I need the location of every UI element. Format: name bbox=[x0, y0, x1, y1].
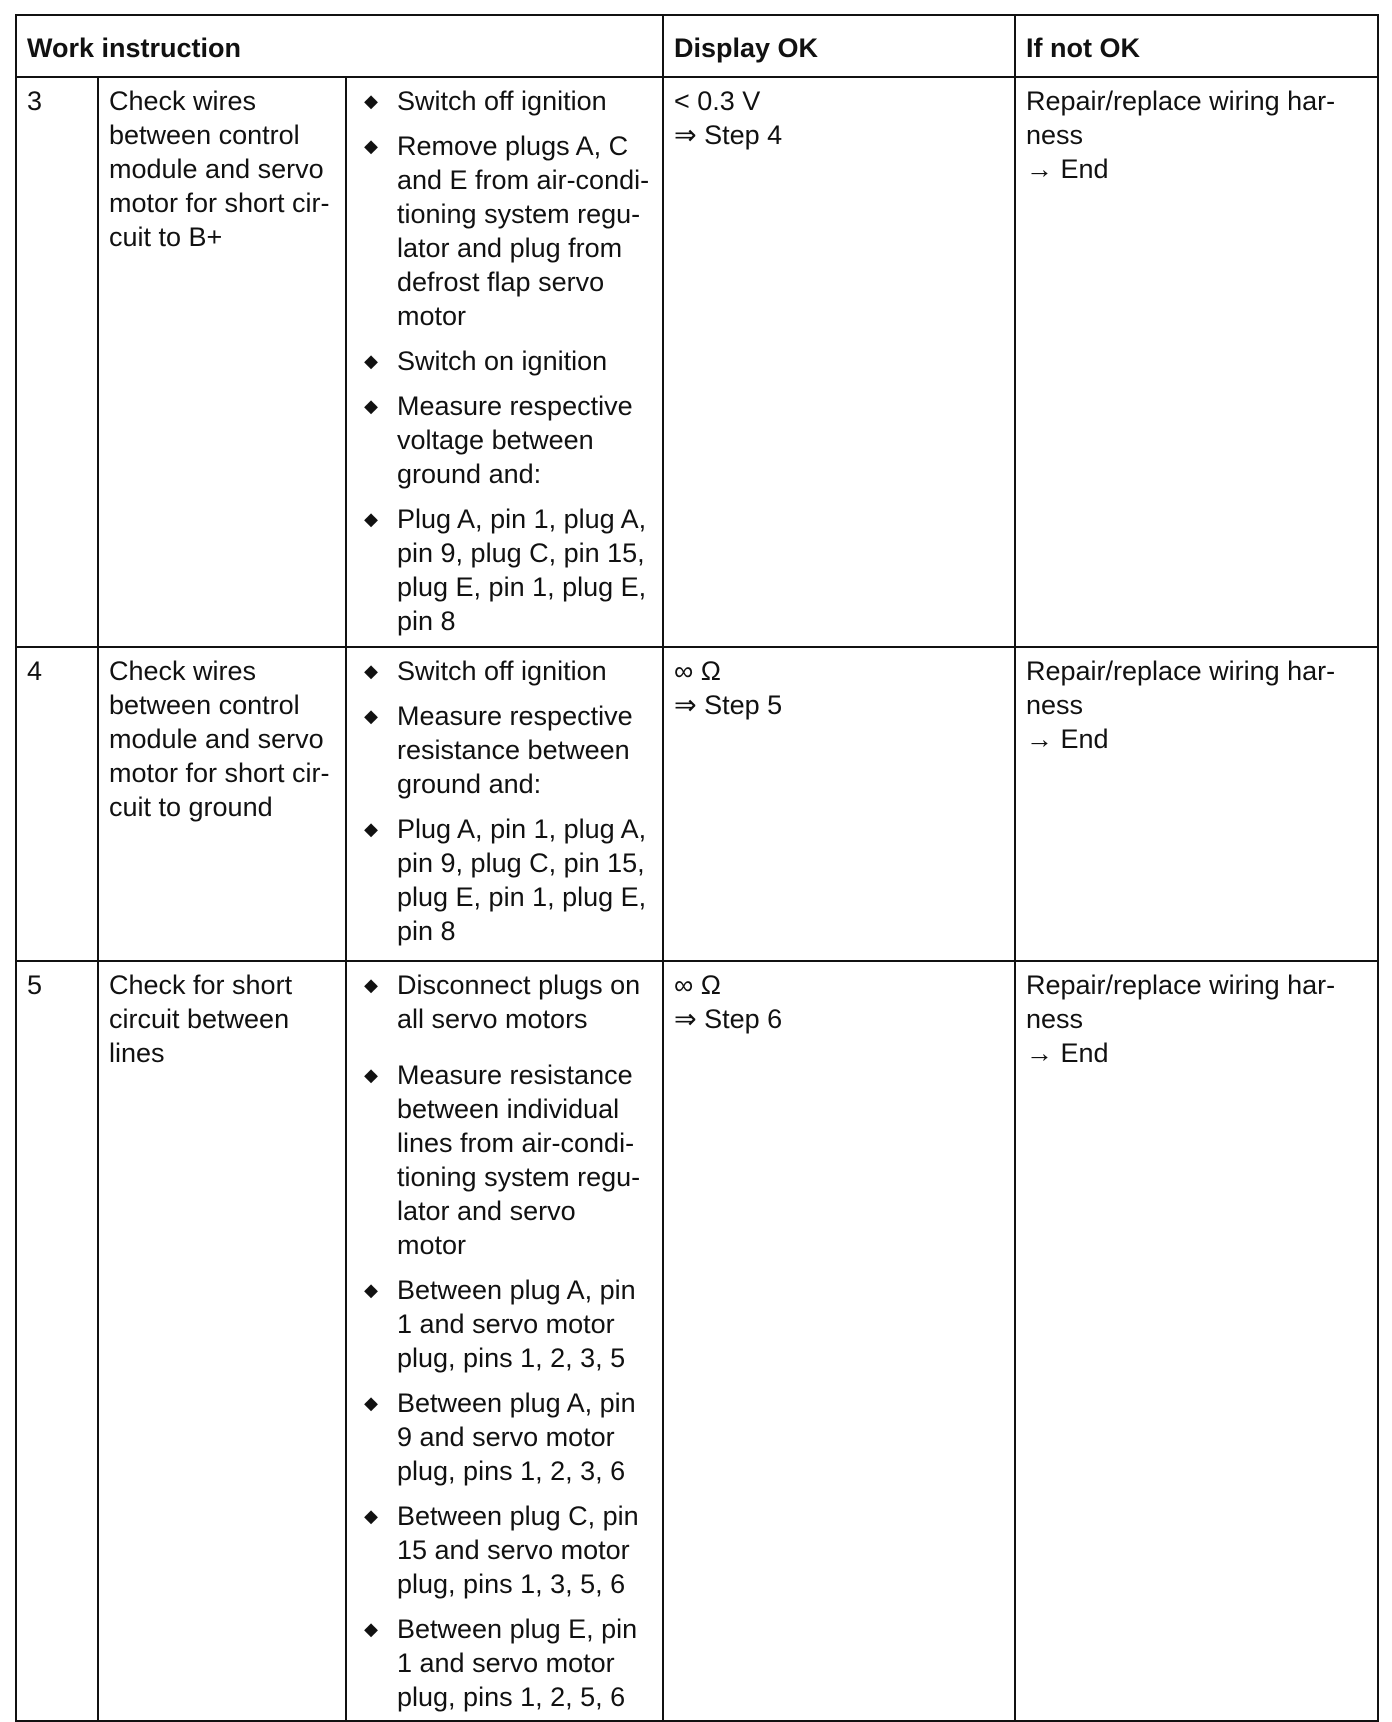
action-item bbox=[355, 699, 654, 801]
action-item bbox=[355, 129, 654, 333]
display-ok-value: ∞ Ω bbox=[674, 970, 721, 1000]
diamond-bullet-icon: ◆ bbox=[364, 1065, 378, 1085]
action-line: all servo motors bbox=[397, 1004, 588, 1034]
action-line: Between plug C, pin bbox=[397, 1501, 639, 1531]
action-item bbox=[355, 1058, 654, 1262]
action-line: and E from air-condi- bbox=[397, 165, 650, 195]
diamond-bullet-icon: ◆ bbox=[364, 509, 378, 529]
display-ok-cell bbox=[663, 961, 1015, 1721]
action-steps bbox=[346, 77, 663, 647]
next-step-ref: ⇒ Step 4 bbox=[674, 120, 783, 150]
display-ok-value: < 0.3 V bbox=[674, 86, 761, 116]
action-item bbox=[355, 1386, 654, 1488]
action-line: lator and plug from bbox=[397, 233, 623, 263]
diamond-bullet-icon: ◆ bbox=[364, 975, 378, 995]
action-line: Between plug A, pin bbox=[397, 1388, 636, 1418]
diamond-bullet-icon: ◆ bbox=[364, 706, 378, 726]
check-line: Check for short bbox=[109, 970, 293, 1000]
action-line: plug, pins 1, 3, 5, 6 bbox=[397, 1569, 626, 1599]
step-number: 5 bbox=[16, 961, 98, 1721]
check-line: between control bbox=[109, 690, 300, 720]
diamond-bullet-icon: ◆ bbox=[364, 661, 378, 681]
action-line: Measure respective bbox=[397, 391, 633, 421]
action-line: Between plug E, pin bbox=[397, 1614, 638, 1644]
action-line: 1 and servo motor bbox=[397, 1648, 615, 1678]
table-row bbox=[16, 647, 1378, 961]
display-ok-value: ∞ Ω bbox=[674, 656, 721, 686]
check-line: cuit to ground bbox=[109, 792, 273, 822]
action-list bbox=[355, 654, 654, 948]
action-line: 15 and servo motor bbox=[397, 1535, 630, 1565]
table-row bbox=[16, 77, 1378, 647]
remedy-line: ness bbox=[1026, 120, 1084, 150]
check-line: Check wires bbox=[109, 656, 257, 686]
work-instruction-table bbox=[15, 14, 1379, 1722]
next-step-ref: ⇒ Step 6 bbox=[674, 1004, 783, 1034]
action-steps bbox=[346, 647, 663, 961]
action-line: 1 and servo motor bbox=[397, 1309, 615, 1339]
action-line: motor bbox=[397, 301, 467, 331]
diamond-bullet-icon: ◆ bbox=[364, 351, 378, 371]
action-line: Measure respective bbox=[397, 701, 633, 731]
header-work-instruction: Work instruction bbox=[16, 15, 663, 77]
diamond-bullet-icon: ◆ bbox=[364, 1280, 378, 1300]
remedy-end: → End bbox=[1026, 154, 1109, 184]
action-line: resistance between bbox=[397, 735, 630, 765]
action-line: between individual bbox=[397, 1094, 620, 1124]
action-line: plug, pins 1, 2, 3, 6 bbox=[397, 1456, 626, 1486]
action-line: motor bbox=[397, 1230, 467, 1260]
action-line: Switch off ignition bbox=[397, 656, 607, 686]
action-line: plug E, pin 1, plug E, bbox=[397, 882, 647, 912]
step-number: 4 bbox=[16, 647, 98, 961]
check-description bbox=[98, 961, 346, 1721]
action-item bbox=[355, 968, 654, 1036]
action-line: plug E, pin 1, plug E, bbox=[397, 572, 647, 602]
action-item bbox=[355, 389, 654, 491]
action-item bbox=[355, 654, 654, 688]
action-item bbox=[355, 344, 654, 378]
check-line: motor for short cir- bbox=[109, 188, 330, 218]
action-item bbox=[355, 84, 654, 118]
action-item bbox=[355, 1273, 654, 1375]
diamond-bullet-icon: ◆ bbox=[364, 1506, 378, 1526]
step-number: 3 bbox=[16, 77, 98, 647]
action-item bbox=[355, 1612, 654, 1714]
check-line: cuit to B+ bbox=[109, 222, 223, 252]
diamond-bullet-icon: ◆ bbox=[364, 1393, 378, 1413]
check-line: between control bbox=[109, 120, 300, 150]
action-line: Switch off ignition bbox=[397, 86, 607, 116]
action-steps bbox=[346, 961, 663, 1721]
action-line: tioning system regu- bbox=[397, 1162, 641, 1192]
diamond-bullet-icon: ◆ bbox=[364, 91, 378, 111]
action-item bbox=[355, 812, 654, 948]
action-line: voltage between bbox=[397, 425, 594, 455]
remedy-line: ness bbox=[1026, 1004, 1084, 1034]
if-not-ok-cell bbox=[1015, 647, 1378, 961]
action-line: lator and servo bbox=[397, 1196, 576, 1226]
remedy-line: Repair/replace wiring har- bbox=[1026, 656, 1336, 686]
action-line: Between plug A, pin bbox=[397, 1275, 636, 1305]
action-line: plug, pins 1, 2, 5, 6 bbox=[397, 1682, 626, 1712]
header-if-not-ok: If not OK bbox=[1015, 15, 1378, 77]
action-line: Plug A, pin 1, plug A, bbox=[397, 814, 647, 844]
action-line: pin 8 bbox=[397, 916, 456, 946]
header-row bbox=[16, 15, 1378, 77]
remedy-line: Repair/replace wiring har- bbox=[1026, 970, 1336, 1000]
action-line: Measure resistance bbox=[397, 1060, 633, 1090]
action-line: pin 8 bbox=[397, 606, 456, 636]
header-display-ok: Display OK bbox=[663, 15, 1015, 77]
action-line: ground and: bbox=[397, 769, 542, 799]
action-line: tioning system regu- bbox=[397, 199, 641, 229]
action-line: defrost flap servo bbox=[397, 267, 605, 297]
check-line: lines bbox=[109, 1038, 165, 1068]
check-line: module and servo bbox=[109, 154, 324, 184]
check-description bbox=[98, 77, 346, 647]
if-not-ok-cell bbox=[1015, 961, 1378, 1721]
action-line: lines from air-condi- bbox=[397, 1128, 635, 1158]
check-line: module and servo bbox=[109, 724, 324, 754]
diamond-bullet-icon: ◆ bbox=[364, 396, 378, 416]
if-not-ok-cell bbox=[1015, 77, 1378, 647]
action-item bbox=[355, 1499, 654, 1601]
action-line: Remove plugs A, C bbox=[397, 131, 629, 161]
diamond-bullet-icon: ◆ bbox=[364, 819, 378, 839]
remedy-end: → End bbox=[1026, 724, 1109, 754]
action-list bbox=[355, 84, 654, 638]
action-line: pin 9, plug C, pin 15, bbox=[397, 848, 645, 878]
action-line: Plug A, pin 1, plug A, bbox=[397, 504, 647, 534]
remedy-line: Repair/replace wiring har- bbox=[1026, 86, 1336, 116]
action-line: ground and: bbox=[397, 459, 542, 489]
remedy-end: → End bbox=[1026, 1038, 1109, 1068]
action-line: Disconnect plugs on bbox=[397, 970, 641, 1000]
table-row bbox=[16, 961, 1378, 1721]
check-line: Check wires bbox=[109, 86, 257, 116]
action-line: plug, pins 1, 2, 3, 5 bbox=[397, 1343, 626, 1373]
diamond-bullet-icon: ◆ bbox=[364, 136, 378, 156]
remedy-line: ness bbox=[1026, 690, 1084, 720]
diamond-bullet-icon: ◆ bbox=[364, 1619, 378, 1639]
next-step-ref: ⇒ Step 5 bbox=[674, 690, 783, 720]
display-ok-cell bbox=[663, 647, 1015, 961]
check-line: motor for short cir- bbox=[109, 758, 330, 788]
action-line: 9 and servo motor bbox=[397, 1422, 615, 1452]
action-list bbox=[355, 968, 654, 1714]
action-line: Switch on ignition bbox=[397, 346, 608, 376]
check-line: circuit between bbox=[109, 1004, 290, 1034]
action-item bbox=[355, 502, 654, 638]
display-ok-cell bbox=[663, 77, 1015, 647]
action-line: pin 9, plug C, pin 15, bbox=[397, 538, 645, 568]
check-description bbox=[98, 647, 346, 961]
